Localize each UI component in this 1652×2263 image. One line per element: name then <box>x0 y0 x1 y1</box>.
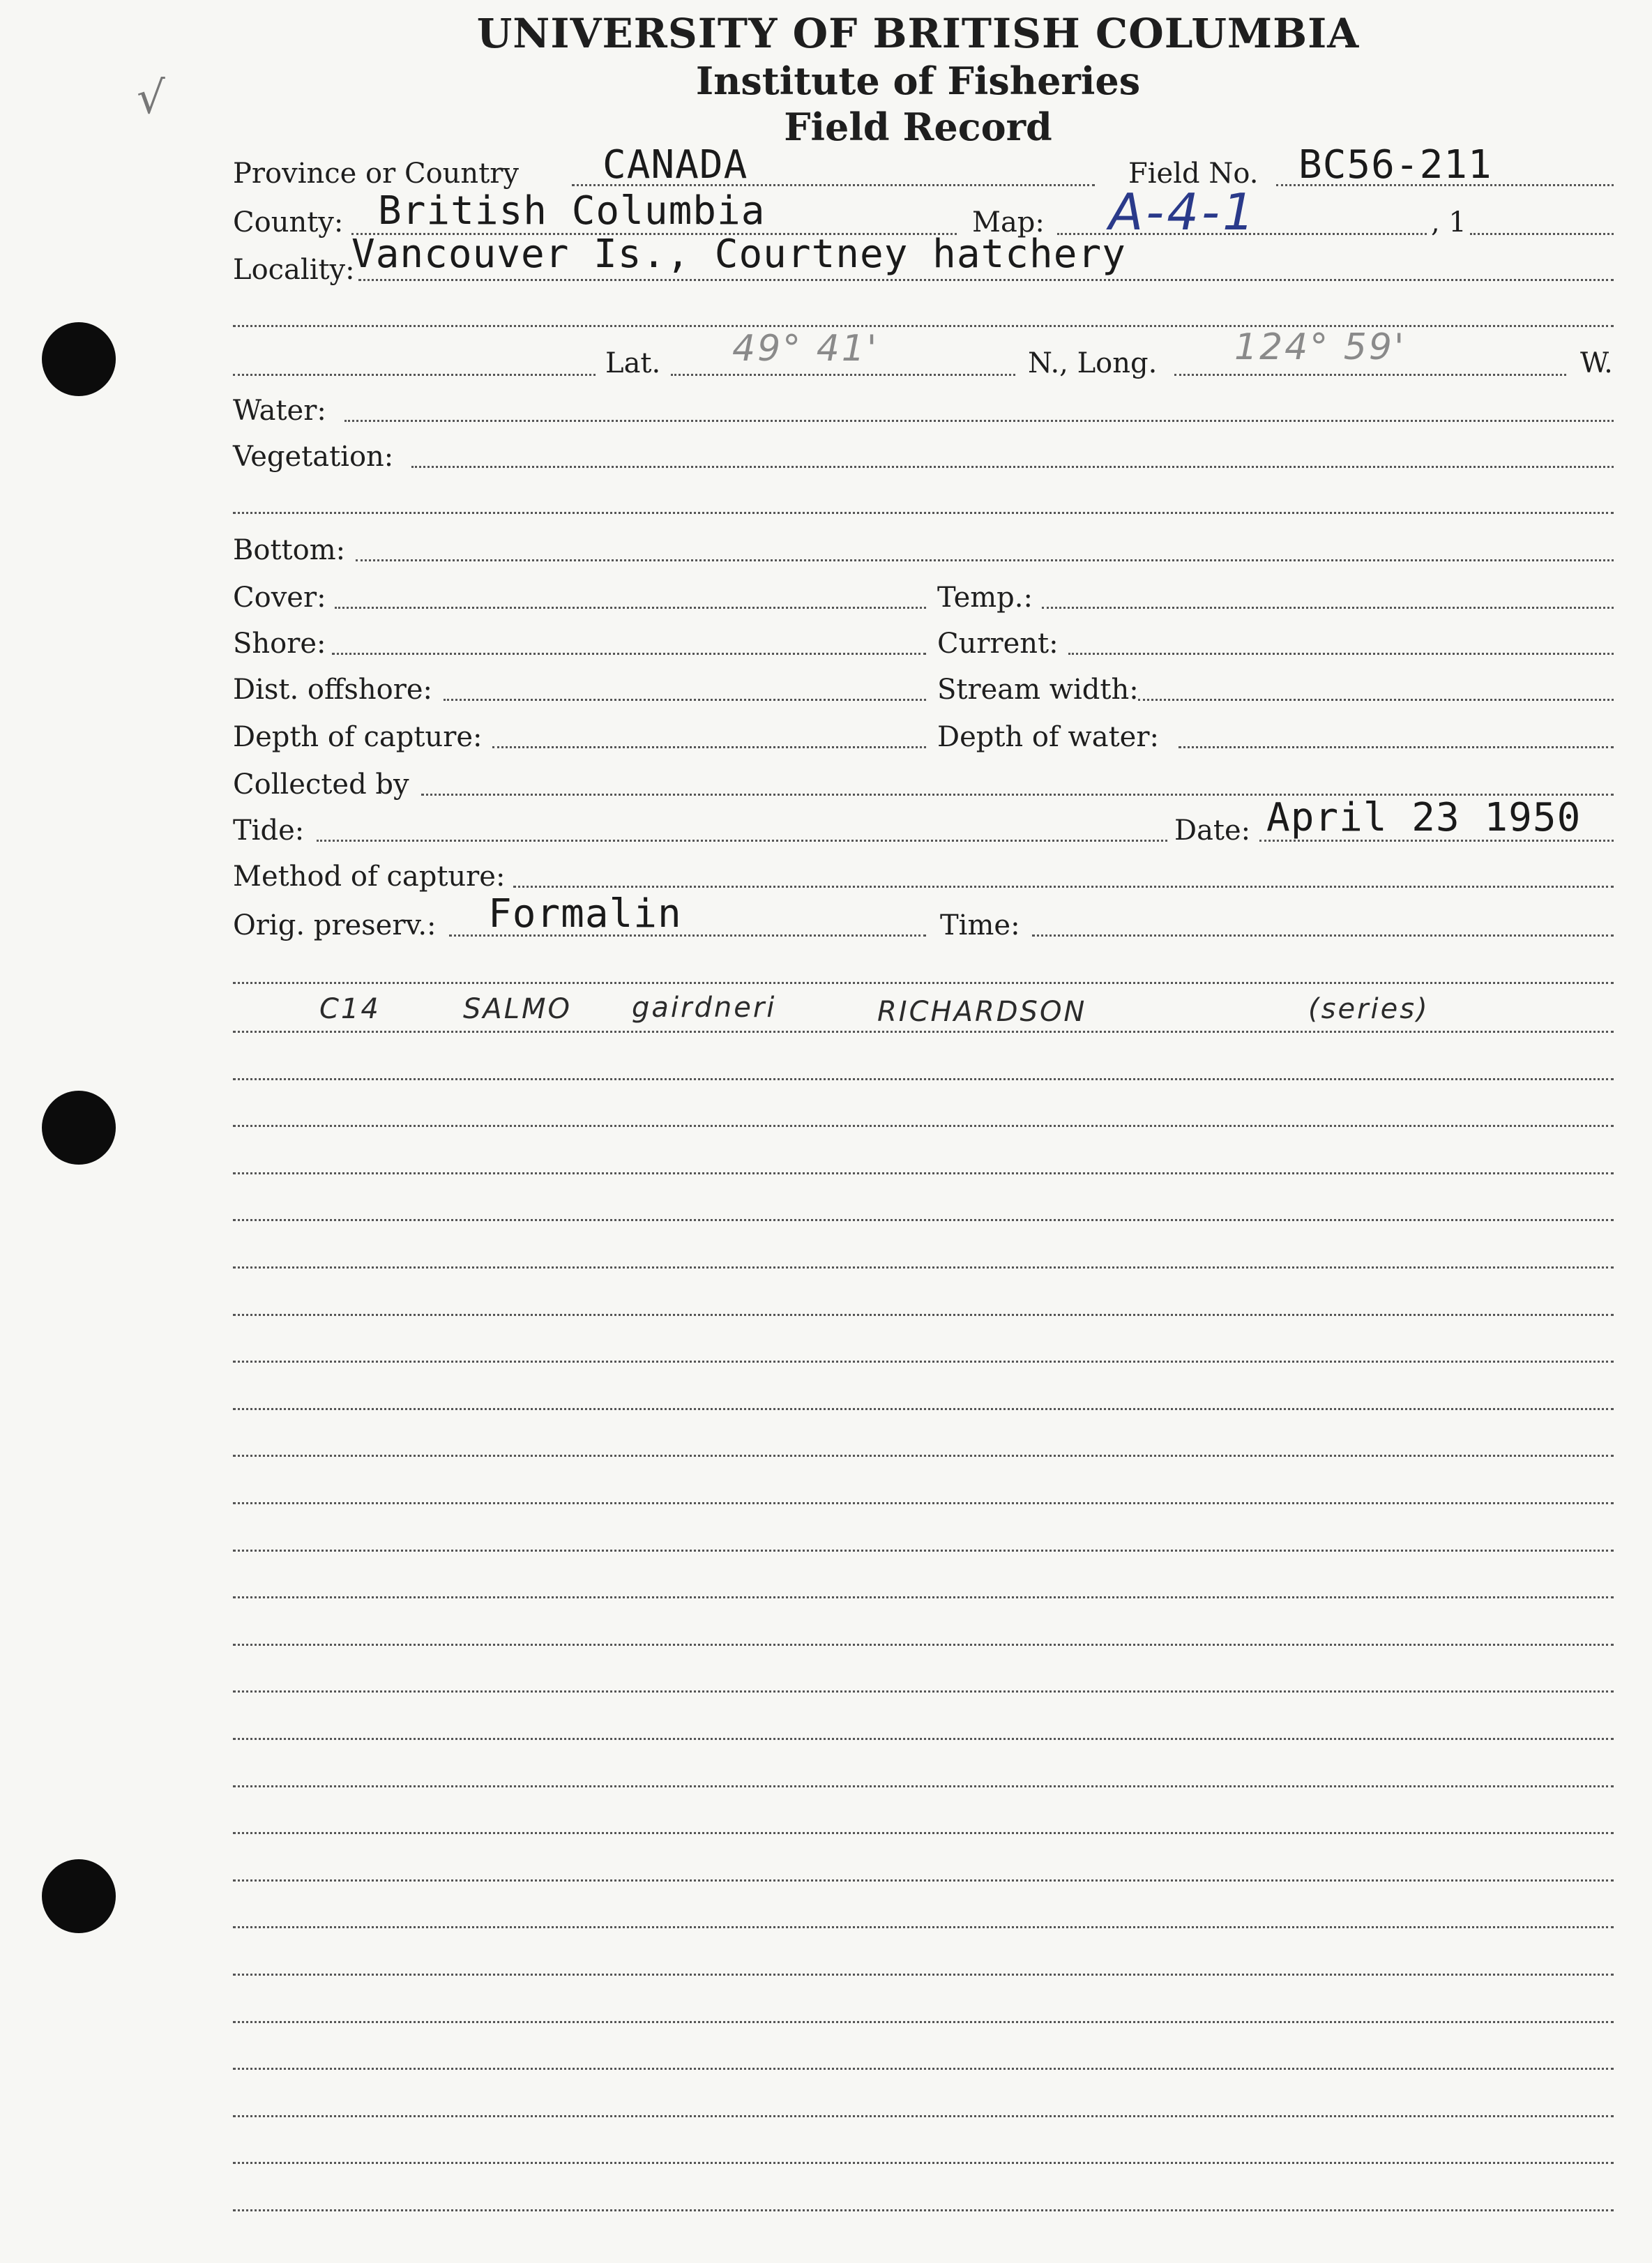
ruled-line <box>233 1785 1614 1787</box>
depth-capture-line <box>492 746 926 748</box>
map-suffix: , 1 <box>1431 206 1467 239</box>
long-value[interactable]: 124° 59' <box>1234 326 1407 368</box>
method-label: Method of capture: <box>233 861 506 893</box>
blank-line <box>233 982 1614 984</box>
depth-capture-label: Depth of capture: <box>233 721 483 753</box>
field-no-label: Field No. <box>1128 158 1259 190</box>
ruled-line <box>233 1266 1614 1269</box>
lat-line <box>671 374 1015 376</box>
ruled-line <box>233 1879 1614 1882</box>
water-line <box>344 420 1614 422</box>
ruled-line <box>233 1644 1614 1646</box>
punch-hole-middle <box>42 1091 116 1165</box>
ruled-line <box>233 1125 1614 1127</box>
locality-line-2 <box>233 325 1614 327</box>
date-value[interactable]: April 23 1950 <box>1266 795 1582 840</box>
lat-value[interactable]: 49° 41' <box>732 328 879 370</box>
time-label: Time: <box>940 909 1020 941</box>
map-suffix-line <box>1470 233 1614 235</box>
current-line <box>1068 653 1614 655</box>
county-label: County: <box>233 206 344 239</box>
n-long-label: N., Long. <box>1028 347 1158 379</box>
punch-hole-top <box>42 322 116 396</box>
ruled-line <box>233 1832 1614 1834</box>
notes-code: C14 <box>319 993 381 1025</box>
notes-annotation: (series) <box>1308 993 1430 1025</box>
shore-label: Shore: <box>233 628 326 660</box>
notes-genus: SALMO <box>463 993 573 1025</box>
ruled-line <box>233 1219 1614 1221</box>
time-line <box>1032 934 1614 937</box>
lat-lead-line <box>233 374 596 376</box>
stream-width-label: Stream width: <box>937 674 1139 706</box>
notes-author: RICHARDSON <box>877 996 1087 1028</box>
ruled-line <box>233 1596 1614 1598</box>
ruled-line <box>233 1974 1614 1976</box>
form-title: Field Record <box>784 105 1052 149</box>
province-value[interactable]: CANADA <box>603 142 748 188</box>
cover-line <box>335 607 926 609</box>
ruled-line <box>233 2115 1614 2117</box>
vegetation-label: Vegetation: <box>233 441 394 473</box>
ruled-line <box>233 1172 1614 1174</box>
ruled-line <box>233 2209 1614 2211</box>
lat-label: Lat. <box>605 347 661 379</box>
map-label: Map: <box>972 206 1045 239</box>
dist-offshore-label: Dist. offshore: <box>233 674 433 706</box>
vegetation-line-2 <box>233 512 1614 514</box>
orig-preserv-value[interactable]: Formalin <box>488 891 682 937</box>
tide-label: Tide: <box>233 815 305 847</box>
locality-line <box>358 279 1614 281</box>
locality-value[interactable]: Vancouver Is., Courtney hatchery <box>351 232 1126 277</box>
collected-by-label: Collected by <box>233 769 409 801</box>
tide-line <box>317 840 1167 842</box>
depth-water-line <box>1179 746 1614 748</box>
ruled-line <box>233 2162 1614 2164</box>
long-line <box>1174 374 1566 376</box>
ruled-line <box>233 2021 1614 2023</box>
check-mark: √ <box>137 73 165 124</box>
locality-label: Locality: <box>233 254 355 286</box>
map-value[interactable]: A-4-1 <box>1109 183 1257 241</box>
orig-preserv-label: Orig. preserv.: <box>233 909 437 941</box>
ruled-line <box>233 1502 1614 1504</box>
shore-line <box>332 653 926 655</box>
temp-line <box>1042 607 1614 609</box>
university-title: UNIVERSITY OF BRITISH COLUMBIA <box>476 10 1360 57</box>
ruled-line <box>233 1690 1614 1693</box>
field-no-value[interactable]: BC56-211 <box>1298 142 1492 188</box>
method-line <box>513 886 1614 888</box>
temp-label: Temp.: <box>937 582 1033 614</box>
ruled-line <box>233 1031 1614 1033</box>
date-label: Date: <box>1174 815 1251 847</box>
ruled-line <box>233 1926 1614 1928</box>
ruled-line <box>233 1361 1614 1363</box>
ruled-line <box>233 1078 1614 1080</box>
stream-width-line <box>1138 699 1614 701</box>
bottom-label: Bottom: <box>233 534 346 566</box>
ruled-line <box>233 1408 1614 1410</box>
current-label: Current: <box>937 628 1059 660</box>
county-value[interactable]: British Columbia <box>378 188 766 234</box>
notes-species: gairdneri <box>632 992 777 1024</box>
depth-water-label: Depth of water: <box>937 721 1159 753</box>
ruled-line <box>233 2068 1614 2070</box>
ruled-line <box>233 1738 1614 1740</box>
ruled-line <box>233 1455 1614 1457</box>
dist-offshore-line <box>444 699 926 701</box>
punch-hole-bottom <box>42 1859 116 1933</box>
water-label: Water: <box>233 395 326 427</box>
ruled-line <box>233 1314 1614 1316</box>
w-label: W. <box>1580 347 1613 379</box>
bottom-line <box>356 559 1614 561</box>
institute-title: Institute of Fisheries <box>695 59 1141 103</box>
province-label: Province or Country <box>233 158 519 190</box>
vegetation-line <box>411 466 1614 468</box>
ruled-line <box>233 1550 1614 1552</box>
cover-label: Cover: <box>233 582 326 614</box>
